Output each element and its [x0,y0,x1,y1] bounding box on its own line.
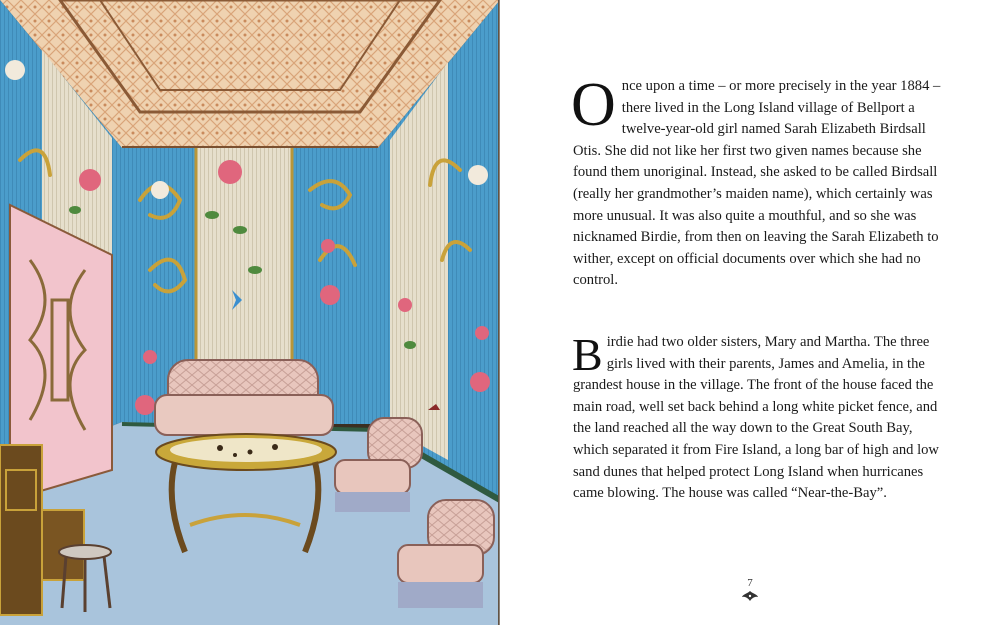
dropcap-b: B [572,329,603,380]
paragraph-2 [572,329,945,505]
paragraph-1 [571,71,945,292]
page-number: 7 [747,577,753,589]
dropcap-o: O [571,71,616,139]
paragraph-2-text: irdie had two older sisters, Mary and Martha. The three girls lived with their parents, James and Amelia, in the grandest house in the village. The front of the house faced the main road, well set back behind a long white picket fence, and the land reached all the way down to the Great South Bay, which separated it from Fire Island, a long bar of high and low sand dunes that helped protect Long Island when hurricanes came blowing. The house was called “Near-the-Bay”. [573,334,939,502]
text-page [500,0,1000,625]
fleuron-ornament-icon [741,590,759,602]
paragraph-1-text: nce upon a time – or more precisely in the year 1884 – there lived in the Long Island village of Bellport a twelve-year-old girl named Sarah Elizabeth Birdsall Otis. She did not like her first two given names because she found them unoriginal. Instead, she asked to be called Birdsall (really her grandmother’s maiden name), which certainly was more unusual. It was also quite a mouthful, and so she was nicknamed Birdie, from then on leaving the Sarah Elizabeth to wither, except on official documents over which she had no control. [573,78,941,289]
